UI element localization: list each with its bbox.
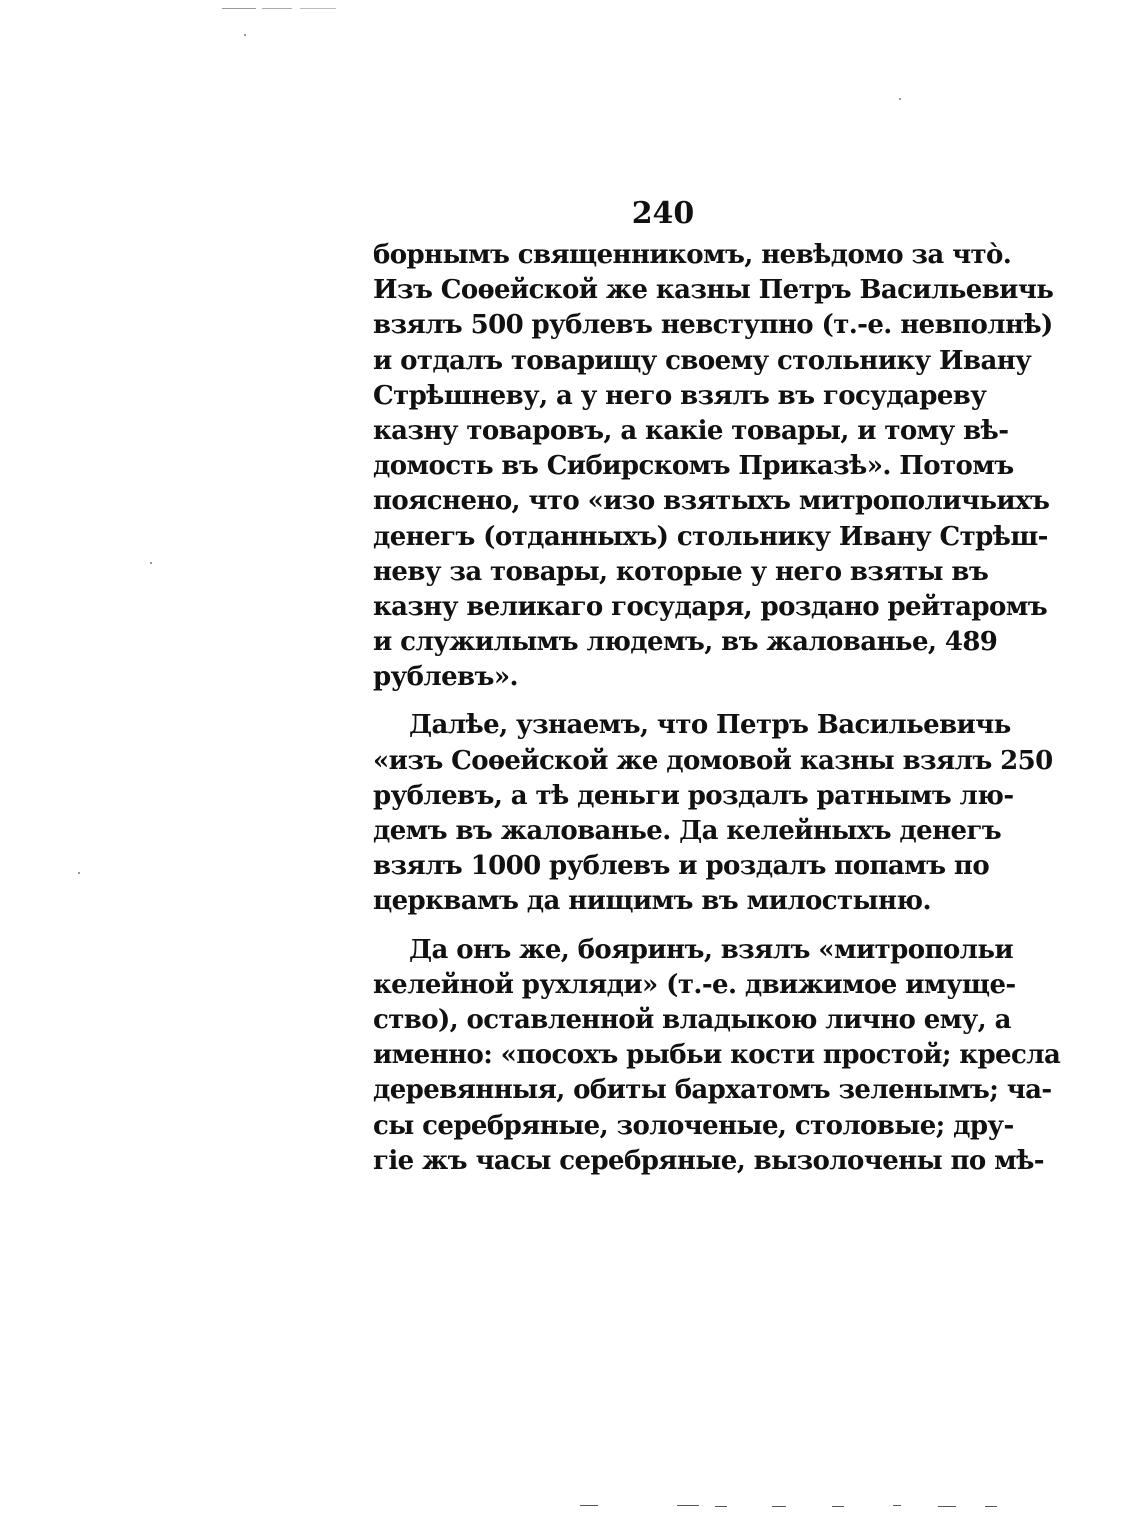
- scan-mark: [262, 8, 292, 9]
- body-text: [373, 238, 1061, 1179]
- paragraph-2: [373, 708, 1053, 919]
- paragraph-1: [373, 238, 1054, 695]
- text-line: борнымъ священникомъ, невѣдомо за что̀.: [373, 240, 1012, 270]
- text-line: келейной рухляди» (т.-е. движимое имуще-: [373, 969, 1016, 1000]
- text-line: Изъ Соѳейской же казны Петръ Васильевичь: [373, 275, 1054, 306]
- text-line: Стрѣшневу, а у него взялъ въ государеву: [373, 380, 987, 411]
- text-line: казну великаго государя, роздано рейтаромъ: [373, 591, 1048, 622]
- scan-mark: [222, 8, 256, 9]
- scan-mark: [300, 8, 336, 9]
- text-line: и отдалъ товарищу своему стольнику Ивану: [373, 345, 1032, 376]
- text-line: демъ въ жалованье. Да келейныхъ денегъ: [373, 816, 1002, 846]
- page-number: 240: [631, 196, 695, 231]
- text-line: ство), оставленной владыкою лично ему, а: [373, 1004, 1011, 1035]
- text-line: казну товаровъ, а какіе товары, и тому вѣ-: [373, 415, 1009, 446]
- text-line: денегъ (отданныхъ) стольнику Ивану Стрѣш-: [373, 521, 1048, 552]
- text-line: взялъ 1000 рублевъ и роздалъ попамъ по: [373, 851, 990, 882]
- text-line: рублевъ, а тѣ деньги роздалъ ратнымъ лю-: [373, 780, 1014, 811]
- text-line: пояснено, что «изо взятыхъ митрополичьихъ: [373, 486, 1050, 517]
- scan-mark: [772, 1506, 786, 1507]
- text-line: деревянныя, обиты бархатомъ зеленымъ; ча-: [373, 1075, 1052, 1106]
- text-line: именно: «посохъ рыбьи кости простой; кресла: [373, 1040, 1061, 1071]
- scan-speck: [78, 872, 80, 874]
- text-line: Далѣе, узнаемъ, что Петръ Васильевичь: [409, 710, 1011, 741]
- text-line: Да онъ же, бояринъ, взялъ «митропольи: [409, 934, 1014, 965]
- text-line: церквамъ да нищимъ въ милостыню.: [373, 886, 931, 917]
- scan-mark: [832, 1506, 844, 1507]
- scan-speck: [150, 562, 152, 564]
- scan-mark: [938, 1506, 956, 1507]
- text-line: взялъ 500 рублевъ невступно (т.-е. невполнѣ): [373, 310, 1053, 341]
- scan-speck: [899, 98, 901, 100]
- scan-mark: [715, 1506, 727, 1507]
- scan-mark: [677, 1505, 699, 1506]
- paragraph-gap: [373, 695, 953, 708]
- text-line: гіе жъ часы серебряные, вызолочены по мѣ-: [373, 1145, 1044, 1176]
- text-line: неву за товары, которые у него взяты въ: [373, 556, 989, 587]
- text-line: сы серебряные, золоченые, столовые; дру-: [373, 1110, 1014, 1141]
- scan-speck: [244, 34, 246, 36]
- text-line: рублевъ».: [373, 662, 518, 693]
- scan-mark: [985, 1506, 997, 1507]
- scan-mark: [580, 1505, 598, 1506]
- scan-mark: [893, 1505, 901, 1506]
- text-line: «изъ Соѳейской же домовой казны взялъ 250: [373, 745, 1053, 776]
- paragraph-gap: [373, 920, 953, 933]
- paragraph-3: [373, 933, 1061, 1179]
- text-line: и служилымъ людемъ, въ жалованье, 489: [373, 627, 998, 658]
- text-line: домость въ Сибирскомъ Приказѣ». Потомъ: [373, 451, 1014, 482]
